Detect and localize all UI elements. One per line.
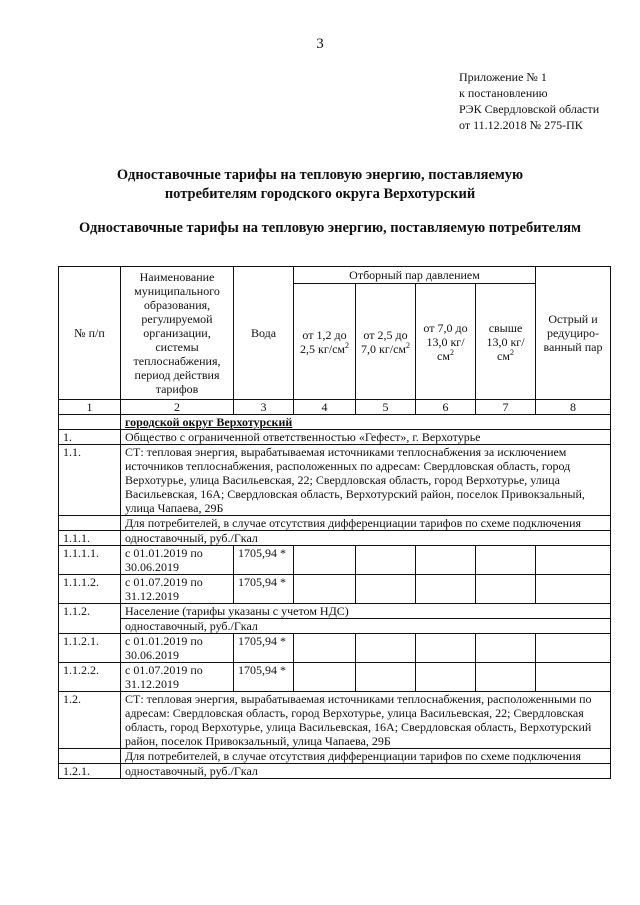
- period: с 01.07.2019 по 31.12.2019: [121, 575, 234, 604]
- document-title-line: Одноставочные тарифы на тепловую энергию, поставляемую: [116, 167, 524, 183]
- tariff-type: одноставочный, руб./Гкал: [121, 531, 611, 546]
- table-row: [59, 531, 611, 546]
- column-number: 3: [234, 400, 294, 415]
- tariff-type: одноставочный, руб./Гкал: [121, 619, 611, 634]
- table-row: [59, 634, 611, 663]
- header-water: Вода: [234, 267, 294, 400]
- table-row: [59, 604, 611, 619]
- water-tariff-value: 1705,94 *: [234, 663, 294, 692]
- column-number: 6: [416, 400, 476, 415]
- tariffs-table: [58, 266, 611, 779]
- row-number: 1.2.1.: [59, 764, 121, 779]
- period: с 01.01.2019 по 30.06.2019: [121, 634, 234, 663]
- consumer-group: Для потребителей, в случае отсутствия дифференциации тарифов по схеме подключения: [121, 749, 611, 764]
- row-number: 1.1.1.1.: [59, 546, 121, 575]
- column-number: 5: [356, 400, 416, 415]
- header-name: Наименование муниципального образования, регулируемой организации, системы теплоснабжения, период действия тарифов: [121, 267, 234, 400]
- row-number: 1.1.2.1.: [59, 634, 121, 663]
- table-row: [59, 415, 611, 430]
- heat-system-description: СТ: тепловая энергия, вырабатываемая источниками теплоснабжения за исключением источников теплоснабжения, расположенных по адресам: Свердловская область, город Верхотурье, улица Васильевская, 22; Свердловская область, город Верхотурье, улица Васильевская, 16А; Свердловская область, Верхотурский район, поселок Привокзальный, улица Чапаева, 29Б: [121, 445, 611, 516]
- appendix-line: к постановлению: [459, 86, 548, 100]
- heat-system-description: СТ: тепловая энергия, вырабатываемая источниками теплоснабжения, расположенными по адресам: Свердловская область, город Верхотурье, улица Васильевская, 22; Свердловская область, город Верхотурье, улица Васильевская, 16А; Свердловская область, Верхотурский район, поселок Привокзальный, улица Чапаева, 29Б: [121, 692, 611, 749]
- column-number: 2: [121, 400, 234, 415]
- table-row: [59, 692, 611, 749]
- table-title: Одноставочные тарифы на тепловую энергию, поставляемую потребителям: [78, 220, 582, 236]
- table-row: [59, 445, 611, 516]
- row-number: 1.1.1.: [59, 531, 121, 546]
- appendix-line: РЭК Свердловской области: [459, 102, 600, 116]
- header-pressure-3: от 7,0 до 13,0 $кг/см^2$: [416, 284, 476, 400]
- header-sharp-steam: Острый и редуциро-ванный пар: [536, 267, 611, 400]
- page-number: 3: [316, 36, 324, 52]
- appendix-line: от 11.12.2018 № 275-ПК: [459, 118, 583, 132]
- consumer-group: Население (тарифы указаны с учетом НДС): [121, 604, 611, 619]
- column-number: 4: [294, 400, 356, 415]
- row-number: 1.1.2.2.: [59, 663, 121, 692]
- period: с 01.07.2019 по 31.12.2019: [121, 663, 234, 692]
- header-pressure-4: свыше 13,0 $кг/см^2$: [476, 284, 536, 400]
- appendix-line: Приложение № 1: [459, 70, 547, 84]
- table-row: [59, 764, 611, 779]
- row-number: 1.1.2.: [59, 604, 121, 634]
- water-tariff-value: 1705,94 *: [234, 546, 294, 575]
- header-pressure-1: от 1,2 до 2,5 $кг/см^2$: [294, 284, 356, 400]
- header-num: № п/п: [59, 267, 121, 400]
- table-row: [59, 575, 611, 604]
- document-title: [40, 166, 600, 204]
- header-pressure-2: от 2,5 до 7,0 $кг/см^2$: [356, 284, 416, 400]
- header-steam-group: Отборный пар давлением: [294, 267, 536, 284]
- column-number: 1: [59, 400, 121, 415]
- table-row: [59, 663, 611, 692]
- water-tariff-value: 1705,94 *: [234, 575, 294, 604]
- row-number: 1.2.: [59, 692, 121, 749]
- column-number: 7: [476, 400, 536, 415]
- table-row: [59, 546, 611, 575]
- period: с 01.01.2019 по 30.06.2019: [121, 546, 234, 575]
- table-row: [59, 619, 611, 634]
- row-number: 1.1.1.2.: [59, 575, 121, 604]
- table-row: [59, 516, 611, 531]
- district-name: городской округ Верхотурский: [125, 415, 293, 429]
- column-number: 8: [536, 400, 611, 415]
- appendix-reference: [459, 69, 599, 133]
- table-row: [59, 749, 611, 764]
- row-number: 1.1.: [59, 445, 121, 516]
- table-row: [59, 430, 611, 445]
- column-numbers-row: [59, 400, 611, 415]
- row-number: 1.: [59, 430, 121, 445]
- document-title-line: потребителям городского округа Верхотурский: [164, 186, 476, 202]
- organization-name: Общество с ограниченной ответственностью «Гефест», г. Верхотурье: [121, 430, 611, 445]
- consumer-group: Для потребителей, в случае отсутствия дифференциации тарифов по схеме подключения: [121, 516, 611, 531]
- tariff-type: одноставочный, руб./Гкал: [121, 764, 611, 779]
- water-tariff-value: 1705,94 *: [234, 634, 294, 663]
